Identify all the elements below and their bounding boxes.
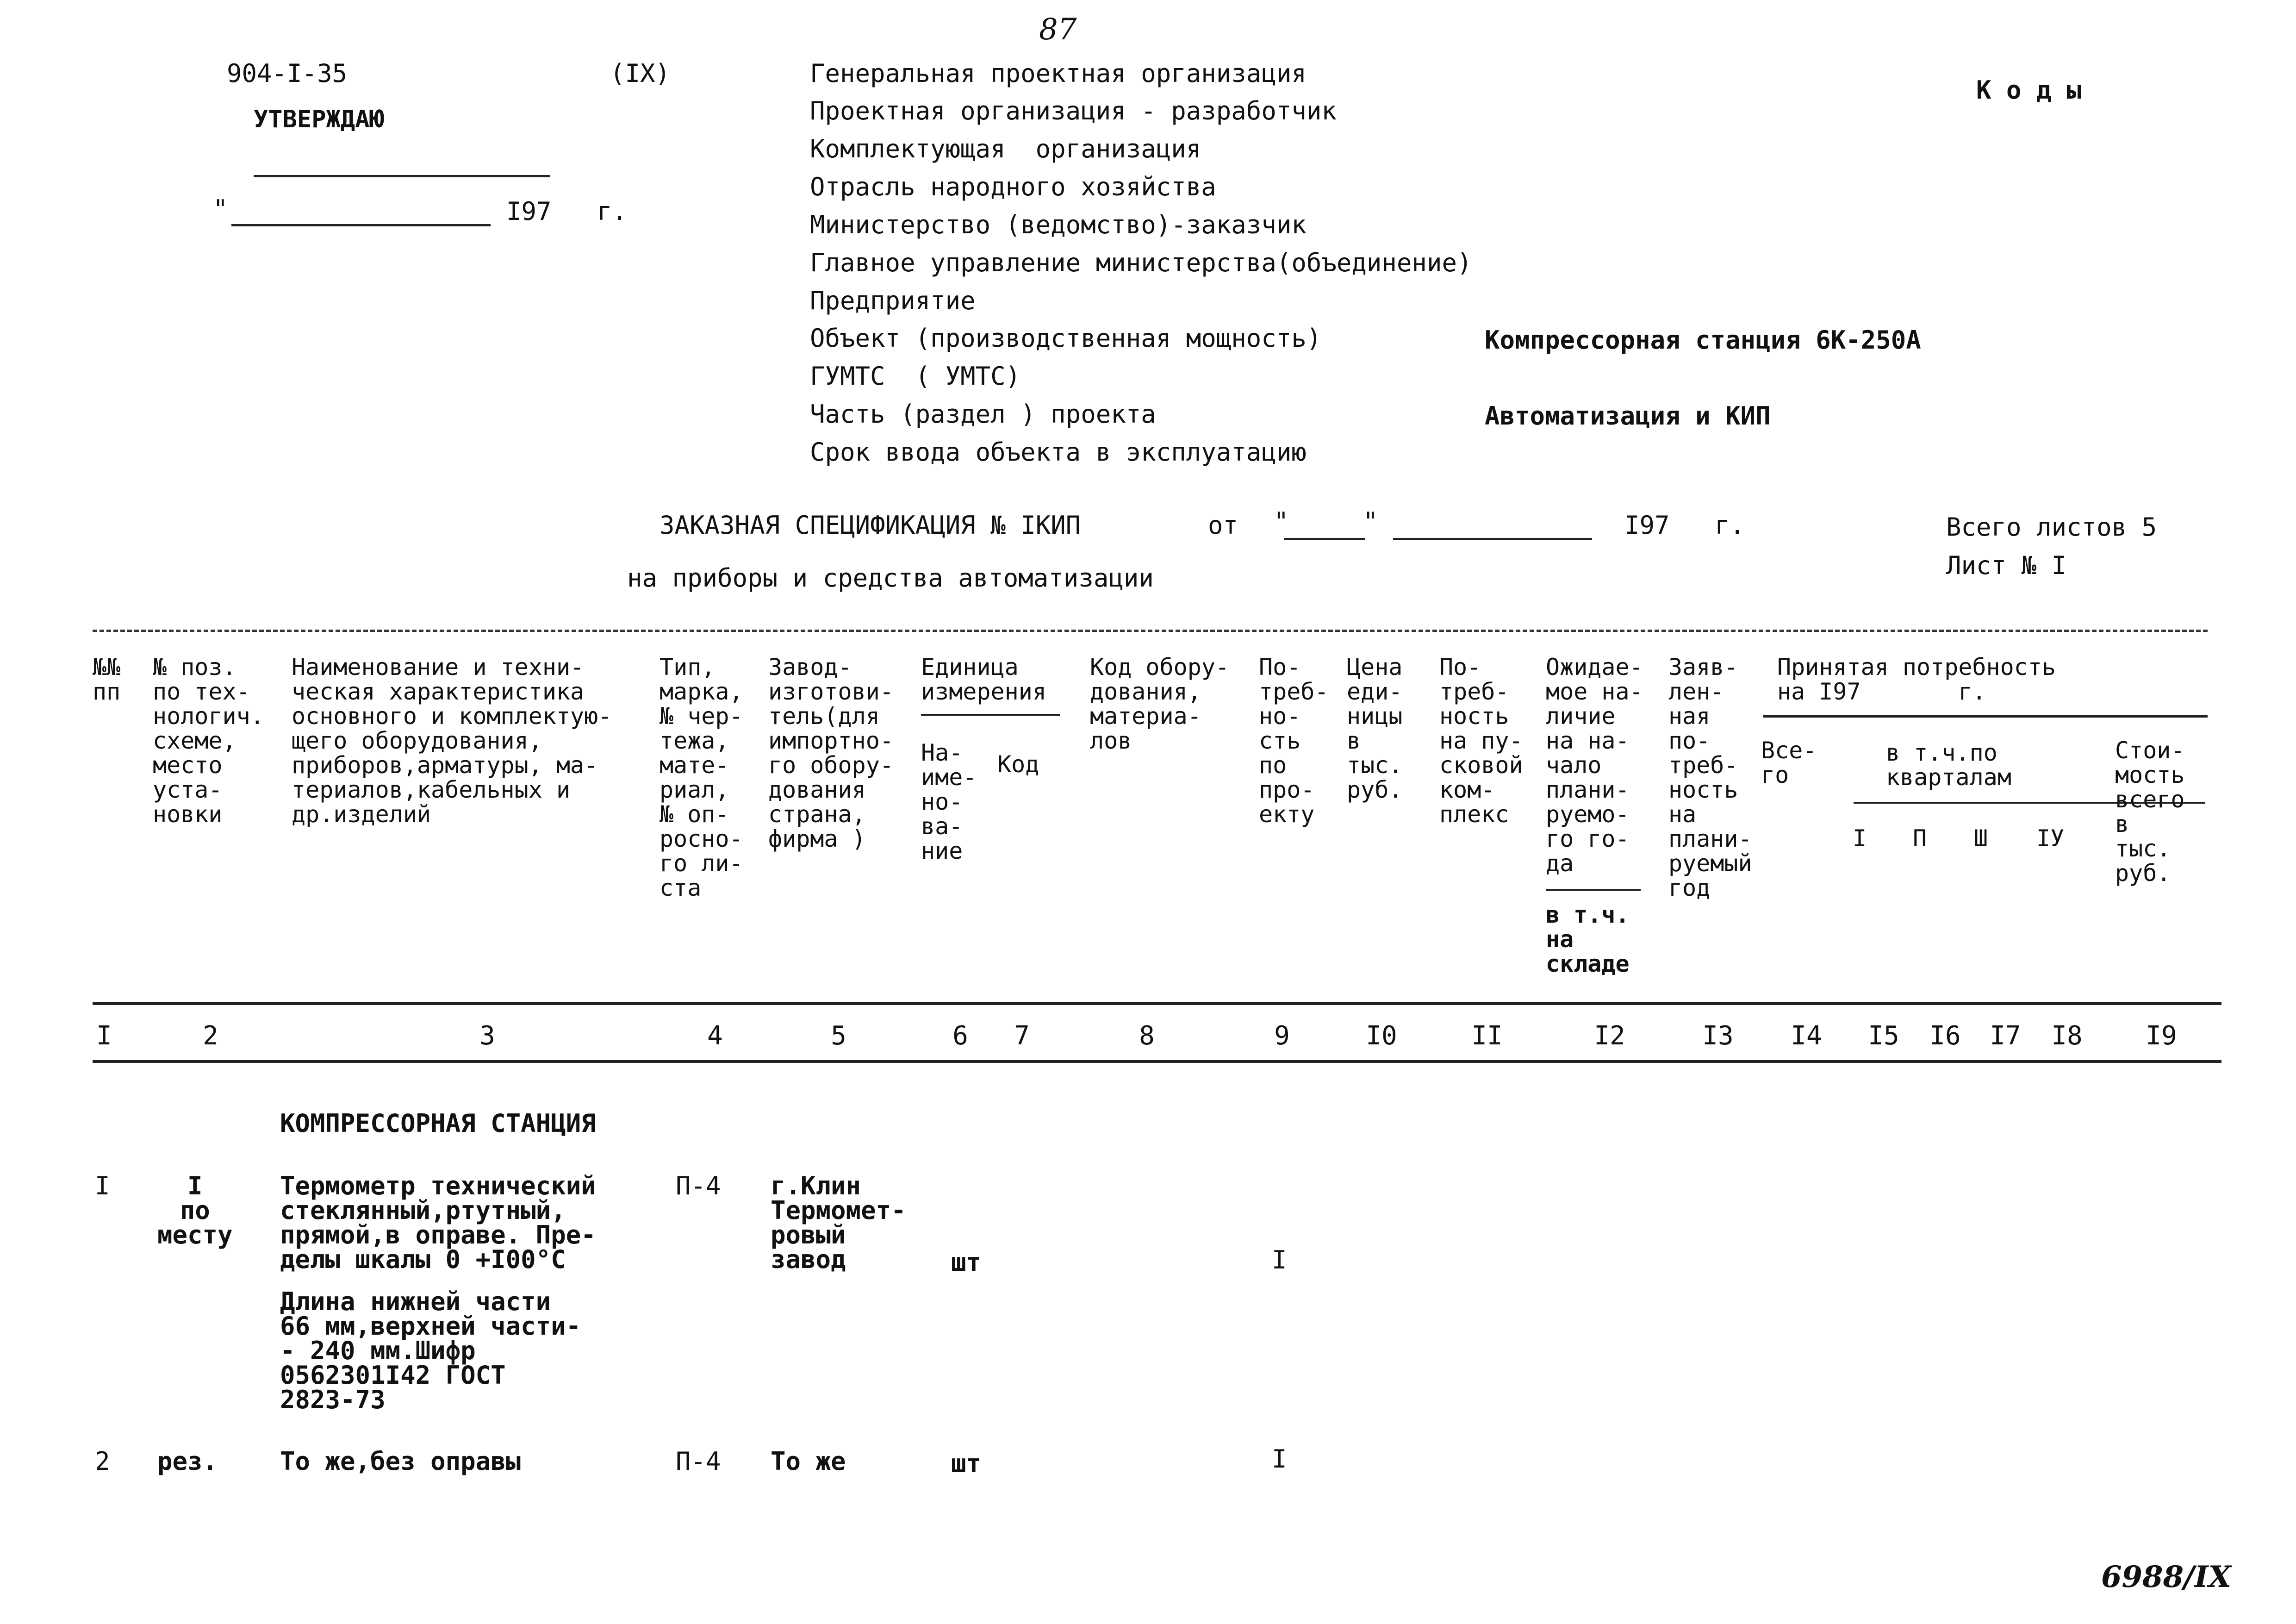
column-number-13: I3 [1702, 1021, 1734, 1051]
row-1-name-details: Длина нижней части 66 мм,верхней части- - 240 мм.Шифр 0562301I42 ГОСТ 2823-73 [280, 1287, 581, 1414]
header-row-number: №№ пп [93, 654, 121, 705]
row-2-position: рез. [157, 1447, 218, 1476]
header-in-warehouse: в т.ч. на складе [1546, 901, 1630, 977]
spec-quote-open: " [1274, 507, 1289, 536]
column-number-12: I2 [1594, 1021, 1625, 1051]
org-field-object: Объект (производственная мощность) [810, 324, 1322, 353]
header-quarter-2: П [1913, 825, 1927, 852]
header-quarters: в т.ч.по кварталам [1886, 739, 2011, 791]
row-2-name: То же,без оправы [280, 1447, 521, 1476]
column-numbers-top-rule [93, 1002, 2221, 1005]
approve-date-quote: " [213, 194, 228, 224]
org-field-section: Часть (раздел ) проекта [810, 400, 1156, 429]
header-position: № поз. по тех- нологич. схеме, место уста- новки [153, 654, 264, 828]
header-expected-underline [1546, 889, 1641, 891]
header-quarter-1: I [1853, 825, 1867, 852]
codes-label: К о д ы [1976, 75, 2082, 105]
spec-subtitle: на приборы и средства автоматизации [627, 563, 1154, 593]
org-field-ministry: Министерство (ведомство)-заказчик [810, 210, 1307, 239]
org-field-supplier: Комплектующая организация [810, 134, 1201, 163]
column-number-16: I6 [1929, 1021, 1961, 1051]
row-1-quantity: I [1272, 1245, 1287, 1274]
column-number-18: I8 [2051, 1021, 2083, 1051]
header-quarter-4: IУ [2036, 825, 2065, 852]
row-2-unit: шт [951, 1449, 982, 1478]
sheet-number: Лист № I [1946, 551, 2067, 580]
column-number-5: 5 [831, 1021, 846, 1051]
row-1-type: П-4 [676, 1171, 721, 1200]
header-equipment-code: Код обору- дования, материа- лов [1090, 654, 1230, 754]
header-declared-demand: Заяв- лен- ная по- треб- ность на плани- руемый год [1668, 654, 1752, 901]
row-1-manufacturer: г.Клин Термомет- ровый завод [771, 1171, 906, 1274]
header-cost-total: Стои- мость всего в тыс. руб. [2115, 737, 2185, 887]
header-type: Тип, марка, № чер- тежа, мате- риал, № оп- росно- го ли- ста [660, 654, 743, 901]
header-project-demand: По- треб- но- сть по про- екту [1259, 654, 1329, 828]
approve-date-g: г. [597, 197, 628, 226]
approve-date-line [231, 224, 491, 226]
section-value: Автоматизация и КИП [1485, 401, 1771, 431]
approve-date-year: I97 [506, 197, 552, 226]
org-field-general: Генеральная проектная организация [810, 59, 1307, 88]
org-field-gumts: ГУМТС ( УМТС) [810, 362, 1021, 391]
row-2-quantity: I [1272, 1444, 1287, 1474]
header-unit-code: Код [997, 751, 1039, 778]
spec-year: I97 [1624, 511, 1670, 540]
row-1-unit: шт [951, 1248, 982, 1277]
table-top-dashed-rule [93, 630, 2208, 632]
header-unit-group: Единица измерения [921, 654, 1046, 705]
footer-archive-mark: 6988/IX [2101, 1560, 2232, 1594]
column-number-2: 2 [203, 1021, 218, 1051]
org-field-designer: Проектная организация - разработчик [810, 96, 1337, 125]
spec-g: г. [1715, 511, 1745, 540]
column-numbers-bottom-rule [93, 1060, 2221, 1063]
header-unit-price: Цена еди- ницы в тыс. руб. [1347, 654, 1403, 803]
column-number-19: I9 [2146, 1021, 2177, 1051]
column-number-3: 3 [479, 1021, 495, 1051]
header-expected-stock: Ожидае- мое на- личие на на- чало плани- руемо- го го- да [1546, 654, 1643, 877]
row-1-position: I по месту [157, 1171, 233, 1249]
section-title: КОМПРЕССОРНАЯ СТАНЦИЯ [280, 1109, 596, 1138]
row-1-number: I [95, 1171, 110, 1200]
column-number-4: 4 [707, 1021, 723, 1051]
row-1-name: Термометр технический стеклянный,ртутный, прямой,в оправе. Пре- делы шкалы 0 +I00°С [280, 1171, 596, 1274]
header-startup-demand: По- треб- ность на пу- сковой ком- плекс [1439, 654, 1523, 828]
column-number-9: 9 [1274, 1021, 1290, 1051]
total-sheets: Всего листов 5 [1946, 512, 2157, 542]
column-number-15: I5 [1868, 1021, 1899, 1051]
approve-label: УТВЕРЖДАЮ [254, 106, 384, 133]
org-field-deadline: Срок ввода объекта в эксплуатацию [810, 437, 1307, 467]
column-number-6: 6 [952, 1021, 968, 1051]
header-unit-name: На- име- но- ва- ние [921, 739, 977, 864]
column-number-7: 7 [1014, 1021, 1030, 1051]
row-2-number: 2 [95, 1447, 110, 1476]
spec-from: от [1208, 511, 1238, 540]
object-value: Компрессорная станция 6К-250А [1485, 325, 1921, 355]
document-code: 904-I-35 [227, 59, 348, 88]
spec-day-line [1284, 538, 1365, 540]
header-manufacturer: Завод- изготови- тель(для импортно- го обору- дования страна, фирма ) [768, 654, 894, 852]
header-accepted-underline [1763, 715, 2208, 718]
row-2-type: П-4 [676, 1447, 721, 1476]
spec-month-line [1393, 538, 1592, 540]
org-field-enterprise: Предприятие [810, 286, 976, 315]
org-field-directorate: Главное управление министерства(объединение) [810, 248, 1472, 277]
header-accepted-demand: Принятая потребность на I97 г. [1777, 654, 2056, 705]
org-field-industry: Отрасль народного хозяйства [810, 172, 1216, 201]
header-total: Все- го [1761, 737, 1817, 788]
column-number-8: 8 [1139, 1021, 1155, 1051]
column-number-14: I4 [1791, 1021, 1822, 1051]
spec-title: ЗАКАЗНАЯ СПЕЦИФИКАЦИЯ № IКИП [660, 511, 1081, 540]
column-number-1: I [96, 1021, 112, 1051]
header-name: Наименование и техни- ческая характеристика основного и комплектую- щего оборудования, приборов,арматуры, ма- териалов,кабельных и др.изделий [292, 654, 612, 828]
page-number: 87 [1039, 12, 1077, 47]
header-unit-underline [921, 714, 1060, 716]
spec-quote-close: " [1363, 507, 1378, 536]
document-roman: (IX) [610, 59, 671, 88]
header-quarter-3: Ш [1974, 825, 1988, 852]
column-number-10: I0 [1366, 1021, 1397, 1051]
column-number-11: II [1471, 1021, 1503, 1051]
row-2-manufacturer: То же [771, 1447, 846, 1476]
approve-signature-line [254, 175, 550, 177]
column-number-17: I7 [1990, 1021, 2021, 1051]
